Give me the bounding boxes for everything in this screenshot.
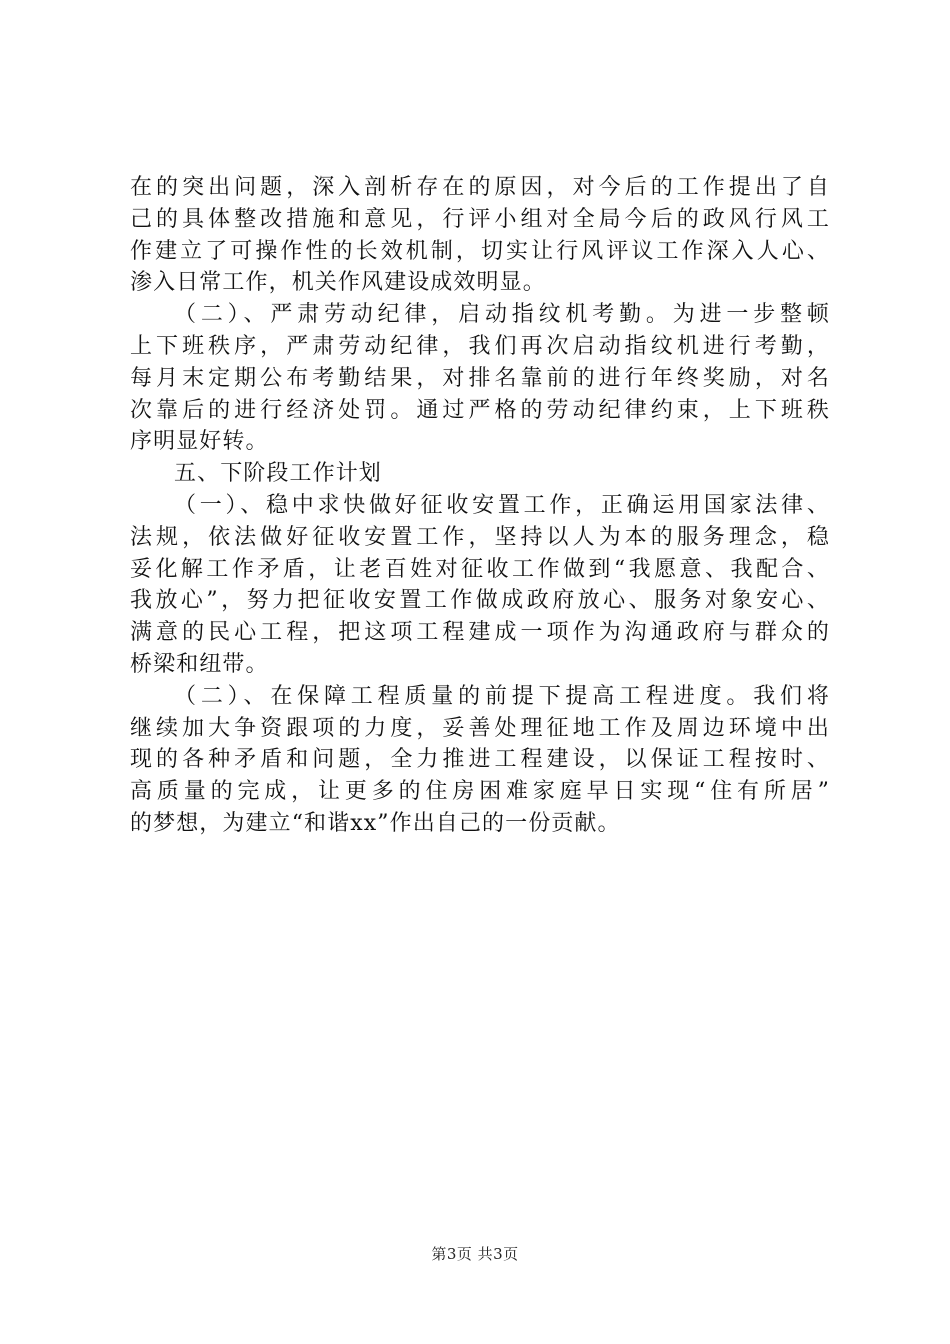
text-line: 高质量的完成，让更多的住房困难家庭早日实现“住有所居”	[130, 779, 830, 805]
text-line: 妥化解工作矛盾，让老百姓对征收工作做到“我愿意、我配合、	[130, 556, 830, 582]
text-line: 法规，依法做好征收安置工作，坚持以人为本的服务理念，稳	[130, 524, 830, 550]
text-line: 在的突出问题，深入剖析存在的原因，对今后的工作提出了自	[130, 175, 830, 200]
text-line: 每月末定期公布考勤结果，对排名靠前的进行年终奖励，对名	[130, 365, 830, 391]
text-line: 序明显好转。	[130, 429, 269, 455]
text-line: 满意的民心工程，把这项工程建成一项作为沟通政府与群众的	[130, 620, 830, 646]
text-line: （二）、在保障工程质量的前提下提高工程进度。我们将	[174, 683, 830, 709]
text-line: 的梦想，为建立“和谐xx”作出自己的一份贡献。	[130, 810, 621, 836]
text-line: （一）、稳中求快做好征收安置工作，正确运用国家法律、	[174, 492, 830, 518]
text-line: 上下班秩序，严肃劳动纪律，我们再次启动指纹机进行考勤，	[130, 333, 830, 359]
text-line: 作建立了可操作性的长效机制，切实让行风评议工作深入人心、	[130, 238, 830, 264]
text-line: 我放心”，努力把征收安置工作做成政府放心、服务对象安心、	[130, 588, 830, 614]
text-line: （二）、严肃劳动纪律，启动指纹机考勤。为进一步整顿	[174, 302, 830, 328]
document-body	[130, 172, 830, 840]
text-line: 继续加大争资跟项的力度，妥善处理征地工作及周边环境中出	[130, 715, 830, 741]
text-line: 渗入日常工作，机关作风建设成效明显。	[130, 270, 546, 296]
text-line: 现的各种矛盾和问题，全力推进工程建设，以保证工程按时、	[130, 747, 830, 773]
text-line: 次靠后的进行经济处罚。通过严格的劳动纪律约束，上下班秩	[130, 397, 830, 423]
text-line: 己的具体整改措施和意见，行评小组对全局今后的政风行风工	[130, 206, 830, 232]
text-line: 桥梁和纽带。	[130, 651, 269, 677]
section-heading: 五、下阶段工作计划	[174, 461, 382, 487]
page-number-footer: 第3页 共3页	[431, 1245, 519, 1263]
